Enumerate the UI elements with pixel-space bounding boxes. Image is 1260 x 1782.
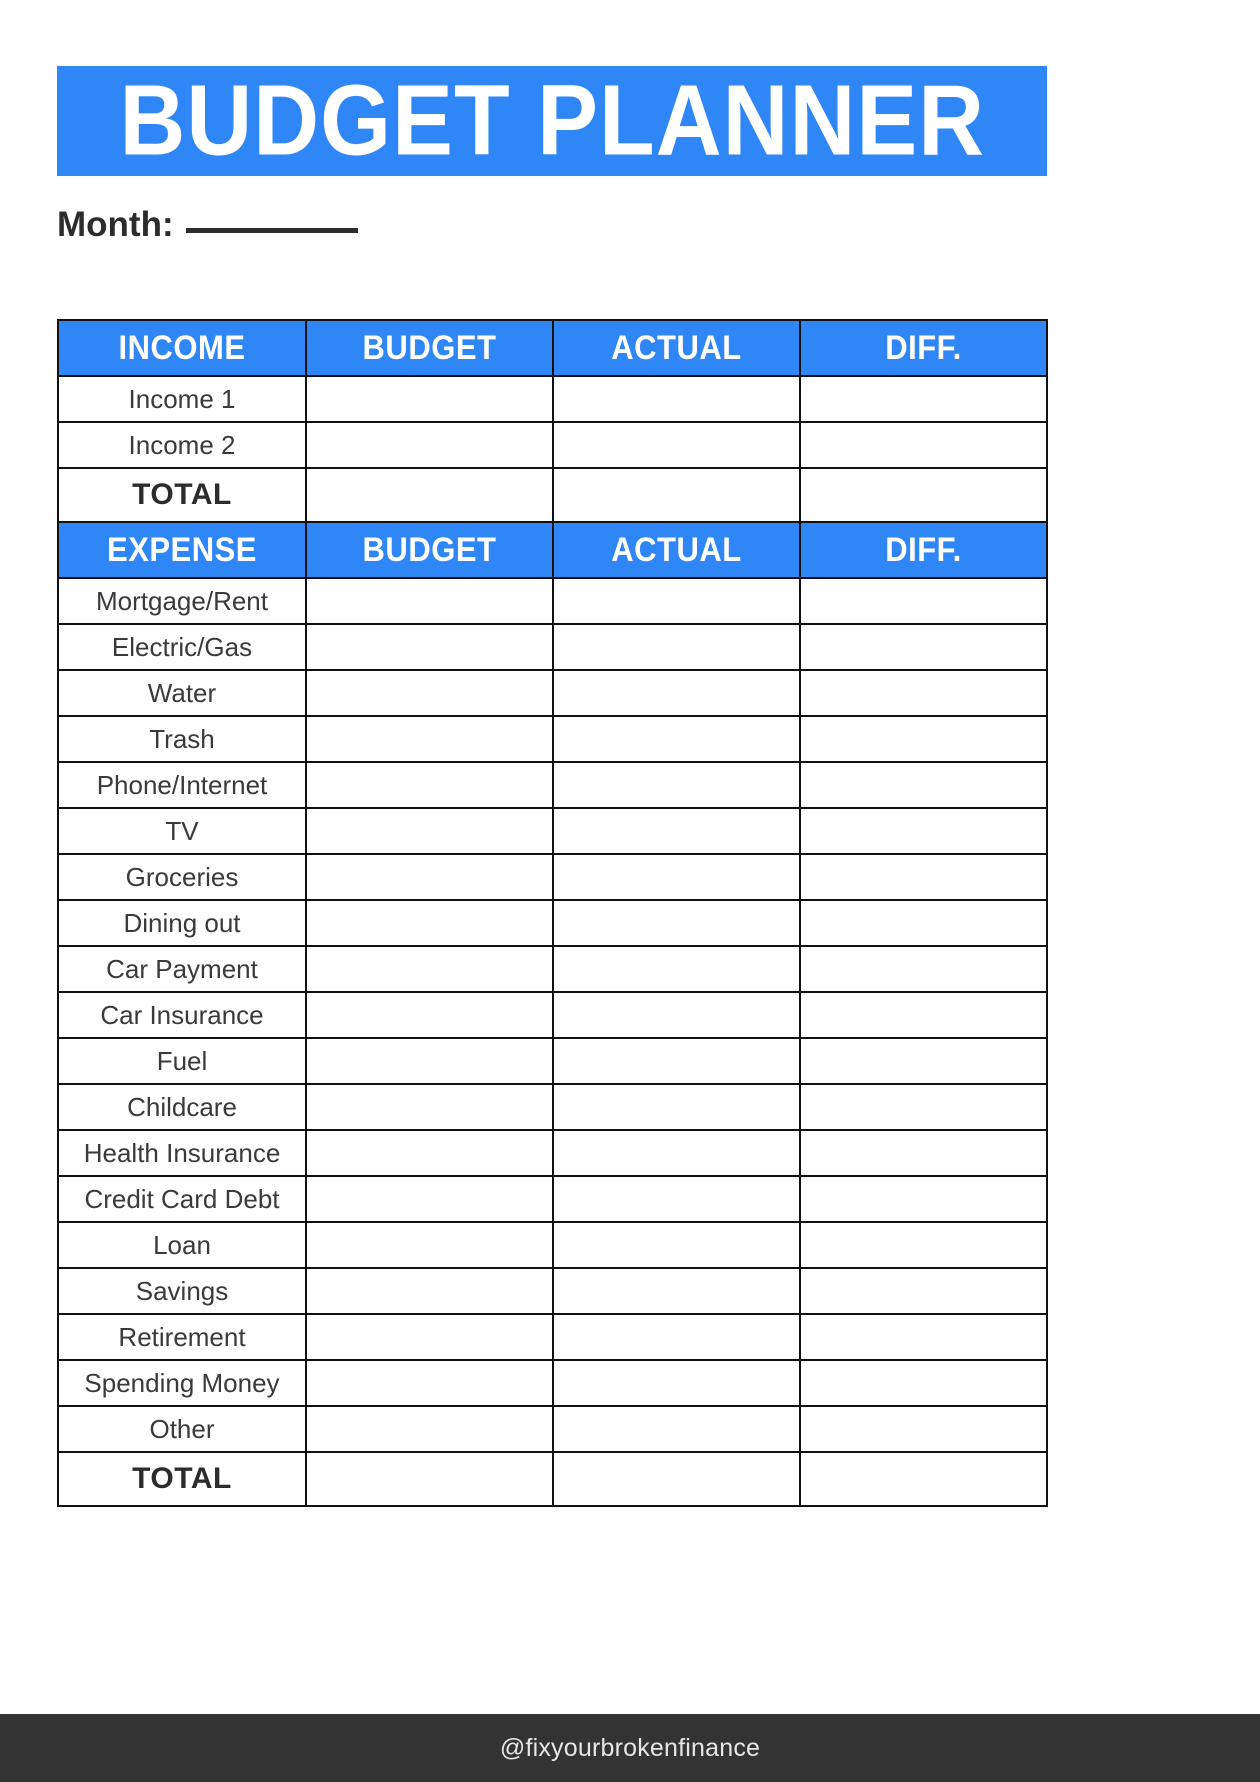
expense-header-category-label: EXPENSE xyxy=(107,529,257,570)
income-row-actual-cell[interactable] xyxy=(553,376,800,422)
title-banner xyxy=(57,66,1047,176)
income-row-diff-cell[interactable] xyxy=(800,422,1047,468)
table-row xyxy=(58,670,1047,716)
income-header-budget-label: BUDGET xyxy=(362,327,497,368)
expense-row-actual-cell[interactable] xyxy=(553,1222,800,1268)
expense-row-label: Mortgage/Rent xyxy=(58,578,306,624)
expense-row-label: Retirement xyxy=(58,1314,306,1360)
table-row xyxy=(58,624,1047,670)
income-header-row xyxy=(58,320,1047,376)
expense-row-budget-cell[interactable] xyxy=(306,854,553,900)
footer-bar xyxy=(0,1714,1260,1782)
expense-header-actual xyxy=(553,522,800,578)
expense-total-diff-cell[interactable] xyxy=(800,1452,1047,1506)
expense-row-actual-cell[interactable] xyxy=(553,1360,800,1406)
income-header-actual-label: ACTUAL xyxy=(611,327,742,368)
income-header-actual xyxy=(553,320,800,376)
expense-row-diff-cell[interactable] xyxy=(800,1360,1047,1406)
expense-row-diff-cell[interactable] xyxy=(800,1176,1047,1222)
expense-row-diff-cell[interactable] xyxy=(800,992,1047,1038)
table-row xyxy=(58,1360,1047,1406)
expense-row-actual-cell[interactable] xyxy=(553,1038,800,1084)
expense-row-label: Car Insurance xyxy=(58,992,306,1038)
expense-row-budget-cell[interactable] xyxy=(306,808,553,854)
expense-row-label: Dining out xyxy=(58,900,306,946)
expense-header-budget xyxy=(306,522,553,578)
income-header-category xyxy=(58,320,306,376)
expense-row-actual-cell[interactable] xyxy=(553,1268,800,1314)
expense-row-actual-cell[interactable] xyxy=(553,624,800,670)
expense-row-diff-cell[interactable] xyxy=(800,1038,1047,1084)
table-row xyxy=(58,900,1047,946)
expense-total-actual-cell[interactable] xyxy=(553,1452,800,1506)
expense-row-label: Groceries xyxy=(58,854,306,900)
expense-row-budget-cell[interactable] xyxy=(306,624,553,670)
expense-row-label: Childcare xyxy=(58,1084,306,1130)
expense-row-diff-cell[interactable] xyxy=(800,1222,1047,1268)
table-row xyxy=(58,992,1047,1038)
table-row xyxy=(58,1268,1047,1314)
expense-row-actual-cell[interactable] xyxy=(553,578,800,624)
table-row xyxy=(58,854,1047,900)
expense-row-diff-cell[interactable] xyxy=(800,1314,1047,1360)
expense-row-actual-cell[interactable] xyxy=(553,1176,800,1222)
income-header-diff-label: DIFF. xyxy=(885,327,962,368)
expense-row-budget-cell[interactable] xyxy=(306,900,553,946)
expense-row-diff-cell[interactable] xyxy=(800,1130,1047,1176)
table-row xyxy=(58,1130,1047,1176)
expense-row-diff-cell[interactable] xyxy=(800,900,1047,946)
expense-row-budget-cell[interactable] xyxy=(306,762,553,808)
expense-row-budget-cell[interactable] xyxy=(306,1222,553,1268)
table-row xyxy=(58,1084,1047,1130)
table-row xyxy=(58,716,1047,762)
month-field xyxy=(57,205,358,245)
income-row-label: Income 1 xyxy=(58,376,306,422)
table-body xyxy=(58,320,1047,1506)
table-row xyxy=(58,762,1047,808)
expense-row-budget-cell[interactable] xyxy=(306,1314,553,1360)
expense-total-budget-cell[interactable] xyxy=(306,1452,553,1506)
expense-row-actual-cell[interactable] xyxy=(553,716,800,762)
table-row xyxy=(58,578,1047,624)
income-total-actual-cell[interactable] xyxy=(553,468,800,522)
expense-row-diff-cell[interactable] xyxy=(800,762,1047,808)
expense-row-actual-cell[interactable] xyxy=(553,1406,800,1452)
expense-row-label: Loan xyxy=(58,1222,306,1268)
income-header-budget xyxy=(306,320,553,376)
expense-row-budget-cell[interactable] xyxy=(306,1084,553,1130)
table-row xyxy=(58,946,1047,992)
expense-row-label: Credit Card Debt xyxy=(58,1176,306,1222)
expense-row-actual-cell[interactable] xyxy=(553,1130,800,1176)
expense-row-budget-cell[interactable] xyxy=(306,716,553,762)
expense-row-actual-cell[interactable] xyxy=(553,946,800,992)
month-input-blank[interactable] xyxy=(186,228,358,233)
expense-row-diff-cell[interactable] xyxy=(800,716,1047,762)
income-row-label: Income 2 xyxy=(58,422,306,468)
expense-row-budget-cell[interactable] xyxy=(306,1360,553,1406)
expense-row-budget-cell[interactable] xyxy=(306,992,553,1038)
expense-row-actual-cell[interactable] xyxy=(553,854,800,900)
expense-row-actual-cell[interactable] xyxy=(553,900,800,946)
expense-row-label: Electric/Gas xyxy=(58,624,306,670)
income-total-row xyxy=(58,468,1047,522)
expense-row-actual-cell[interactable] xyxy=(553,992,800,1038)
expense-row-budget-cell[interactable] xyxy=(306,1176,553,1222)
table-row xyxy=(58,376,1047,422)
expense-row-budget-cell[interactable] xyxy=(306,1130,553,1176)
expense-row-label: Spending Money xyxy=(58,1360,306,1406)
expense-row-diff-cell[interactable] xyxy=(800,578,1047,624)
expense-row-label: Trash xyxy=(58,716,306,762)
income-header-diff xyxy=(800,320,1047,376)
expense-row-budget-cell[interactable] xyxy=(306,1038,553,1084)
expense-row-label: Other xyxy=(58,1406,306,1452)
footer-handle: @fixyourbrokenfinance xyxy=(499,1733,761,1762)
expense-row-diff-cell[interactable] xyxy=(800,946,1047,992)
income-total-budget-cell[interactable] xyxy=(306,468,553,522)
expense-header-row xyxy=(58,522,1047,578)
table-row xyxy=(58,422,1047,468)
month-label: Month: xyxy=(57,205,174,244)
expense-row-label: Fuel xyxy=(58,1038,306,1084)
expense-row-label: TV xyxy=(58,808,306,854)
expense-row-actual-cell[interactable] xyxy=(553,808,800,854)
expense-row-label: Savings xyxy=(58,1268,306,1314)
table-row xyxy=(58,1406,1047,1452)
expense-row-diff-cell[interactable] xyxy=(800,670,1047,716)
table-row xyxy=(58,1222,1047,1268)
expense-row-diff-cell[interactable] xyxy=(800,1084,1047,1130)
expense-row-label: Water xyxy=(58,670,306,716)
expense-total-row xyxy=(58,1452,1047,1506)
expense-row-actual-cell[interactable] xyxy=(553,670,800,716)
budget-table xyxy=(57,319,1048,1507)
expense-row-diff-cell[interactable] xyxy=(800,624,1047,670)
income-total-diff-cell[interactable] xyxy=(800,468,1047,522)
expense-row-label: Health Insurance xyxy=(58,1130,306,1176)
page-title: BUDGET PLANNER xyxy=(119,66,985,176)
expense-header-budget-label: BUDGET xyxy=(362,529,497,570)
expense-row-actual-cell[interactable] xyxy=(553,762,800,808)
expense-row-budget-cell[interactable] xyxy=(306,1268,553,1314)
expense-row-budget-cell[interactable] xyxy=(306,578,553,624)
expense-row-diff-cell[interactable] xyxy=(800,1406,1047,1452)
expense-row-label: Phone/Internet xyxy=(58,762,306,808)
expense-row-actual-cell[interactable] xyxy=(553,1314,800,1360)
expense-row-diff-cell[interactable] xyxy=(800,1268,1047,1314)
expense-total-label: TOTAL xyxy=(58,1452,306,1506)
expense-row-budget-cell[interactable] xyxy=(306,946,553,992)
income-row-actual-cell[interactable] xyxy=(553,422,800,468)
expense-row-diff-cell[interactable] xyxy=(800,808,1047,854)
table-row xyxy=(58,1038,1047,1084)
income-row-budget-cell[interactable] xyxy=(306,422,553,468)
expense-row-budget-cell[interactable] xyxy=(306,1406,553,1452)
income-header-category-label: INCOME xyxy=(118,327,246,368)
expense-header-diff-label: DIFF. xyxy=(885,529,962,570)
table-row xyxy=(58,808,1047,854)
income-row-diff-cell[interactable] xyxy=(800,376,1047,422)
income-total-label: TOTAL xyxy=(58,468,306,522)
expense-header-actual-label: ACTUAL xyxy=(611,529,742,570)
expense-row-label: Car Payment xyxy=(58,946,306,992)
expense-row-diff-cell[interactable] xyxy=(800,854,1047,900)
expense-row-actual-cell[interactable] xyxy=(553,1084,800,1130)
table-row xyxy=(58,1176,1047,1222)
income-row-budget-cell[interactable] xyxy=(306,376,553,422)
expense-header-diff xyxy=(800,522,1047,578)
expense-row-budget-cell[interactable] xyxy=(306,670,553,716)
expense-header-category xyxy=(58,522,306,578)
table-row xyxy=(58,1314,1047,1360)
